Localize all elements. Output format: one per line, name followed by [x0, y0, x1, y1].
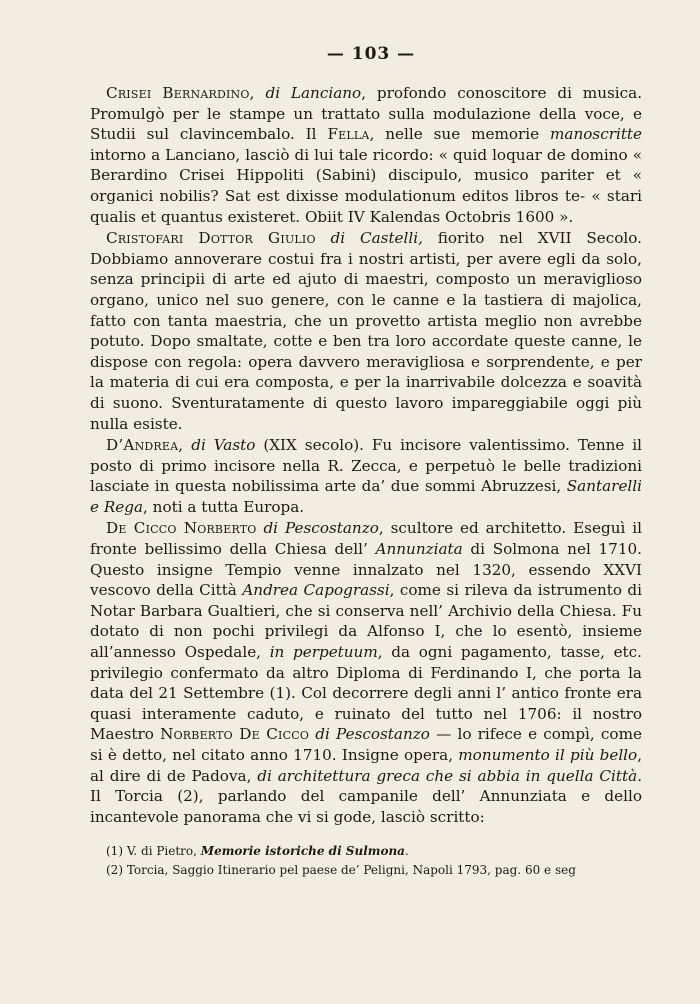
entry-paragraph-segment: di Pescostanzo: [315, 725, 430, 744]
entry-paragraph-segment: Andrea Capograssi: [242, 581, 390, 600]
entry-paragraph: [90, 435, 642, 517]
footnotes: [90, 842, 642, 880]
entry-paragraph-segment: di Castelli,: [330, 229, 423, 248]
entry-paragraph-segment: Annunziata: [375, 540, 463, 559]
entry-paragraph-segment: , come si rileva da istrumento di Notar Barbara Gualtieri, che si conserva nell’ Archivio della Chiesa. Fu dotato di non pochi privilegi da Alfonso I, che lo esentò, insieme all’annesso Ospedale,: [90, 581, 643, 662]
entry-paragraph-segment: Santarelli e Rega: [90, 477, 642, 516]
entry-paragraph-segment: Norberto De Cicco: [160, 725, 310, 744]
entry-paragraph-segment: , profondo conoscitore di musica. Promulgò per le stampe un trattato sulla modulazione della voce, e Studii sul clavincembalo. Il: [90, 84, 643, 144]
entry-paragraph-segment: — lo rifece e compì, come si è detto, nel citato anno 1710. Insigne opera,: [90, 725, 642, 764]
entry-paragraph-segment: di architettura greca che si abbia in quella Città: [257, 766, 638, 785]
footnote-segment: Memorie istoriche di Sulmona: [200, 844, 405, 859]
entry-paragraph-segment: fiorito nel XVII Secolo. Dobbiamo annoverare costui fra i nostri artisti, per avere egli da solo, senza principii di arte ed ajuto di maestri, composto un meraviglioso organo, unico nel suo genere, con le canne e la tastiera di majolica, fatto con tanta maestria, che un provetto artista meglio non avrebbe potuto. Dopo smaltate, cotte e ben tra loro accordate queste canne, le dispose con regola: opera davvero meravigliosa e sorprendente, e per la materia di cui era composta, e per la inarrivabile dolcezza e soavità di suono. Sventuratamente di questo lavoro impareggiabile oggi più nulla esiste.: [90, 229, 642, 433]
entry-paragraph-segment: De Cicco Norberto: [106, 519, 257, 538]
footnote-segment: (1) V. di Pietro,: [106, 844, 201, 859]
entry-paragraph-segment: in perpetuum: [269, 643, 378, 662]
entry-paragraph-segment: manoscritte: [550, 125, 643, 144]
footnote-divider: [90, 837, 642, 838]
footnote-segment: .: [404, 844, 409, 859]
entry-paragraph-segment: di Pescostanzo: [263, 519, 379, 538]
entry-paragraph-segment: , nelle sue memorie: [369, 125, 551, 144]
page-body: [90, 83, 642, 827]
footnote: [90, 861, 642, 880]
entry-paragraph-segment: di Solmona nel 1710. Questo insigne Tempio venne innalzato nel 1320, essendo XXVI vescovo della Città: [90, 540, 642, 600]
entry-paragraph-segment: D’Andrea,: [106, 436, 184, 455]
entry-paragraph-segment: , al dire di de Padova,: [90, 746, 643, 785]
entry-paragraph-segment: [316, 229, 331, 247]
entry-paragraph-segment: , noti a tutta Europa.: [143, 497, 305, 516]
entry-paragraph-segment: , da ogni pagamento, tasse, etc. privilegio confermato da altro Diploma di Ferdinando I, che porta la data del 21 Settembre (1). Col decorrere degli anni l’ antico fronte era quasi interamente caduto, e ruinato del tutto nel 1706: il nostro Maestro: [90, 643, 642, 744]
entry-paragraph-segment: Fella: [327, 125, 370, 144]
entry-paragraph-segment: . Il Torcia (2), parlando del campanile dell’ Annunziata e dello incantevole panorama che vi si gode, lasciò scritto:: [90, 766, 643, 826]
entry-paragraph-segment: Cristofari Dottor Giulio: [106, 229, 316, 248]
page-number: — 103 —: [326, 44, 416, 64]
entry-paragraph: [90, 83, 642, 227]
entry-paragraph-segment: , scultore ed architetto. Eseguì il fronte bellissimo della Chiesa dell’: [90, 519, 643, 559]
entry-paragraph-segment: Crisei Bernardino,: [106, 84, 255, 102]
entry-paragraph-segment: di Lanciano: [265, 84, 362, 102]
footnote-segment: (2) Torcia, Saggio Itinerario pel paese de’ Peligni, Napoli 1793, pag. 60 e seg: [106, 863, 576, 878]
entry-paragraph: [90, 518, 642, 827]
entry-paragraph-segment: di Vasto: [191, 436, 256, 455]
footnote: [90, 842, 642, 861]
entry-paragraph-segment: (XIX secolo). Fu incisore valentissimo. Tenne il posto di primo incisore nella R. Zecca, e perpetuò le belle tradizioni lasciate in questa nobilissima arte da’ due sommi Abruzzesi,: [90, 436, 643, 496]
entry-paragraph-segment: intorno a Lanciano, lasciò di lui tale ricordo: « quid loquar de domino « Berardino Crisei Hippoliti (Sabini) discipulo, musico pariter et « organici nobilis? Sat est dixisse modulationum editos libros te- « stari qualis et quantus existeret. Obiit IV Kalendas Octobris 1600 ».: [90, 145, 642, 226]
entry-paragraph-segment: monumento il più bello: [458, 746, 638, 764]
entry-paragraph-segment: [255, 84, 266, 102]
entry-paragraph: [90, 228, 642, 434]
